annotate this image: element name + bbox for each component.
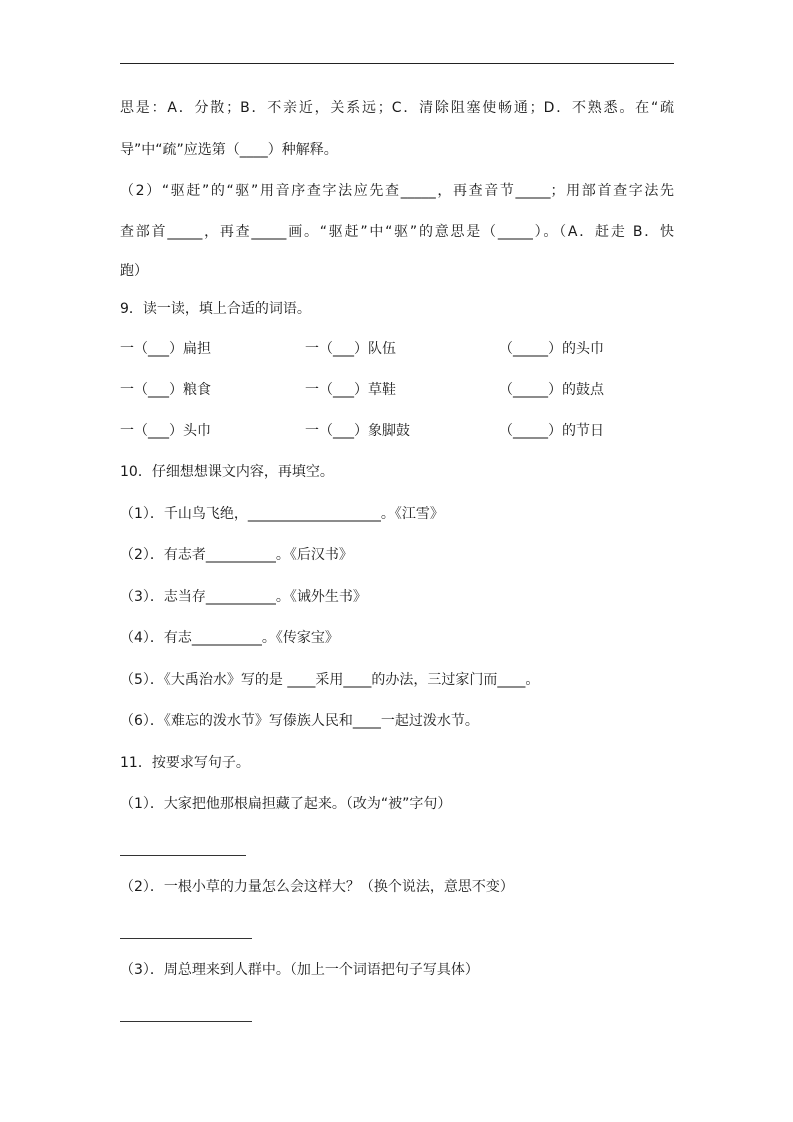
q9-cell: （_____）的鼓点 [499, 382, 604, 398]
q9-cell: 一（___）粮食 [120, 382, 211, 398]
q11-title: 11．按要求写句子。 [120, 755, 250, 771]
q8-2-text-line-1: （2）“驱赶”的“驱”用音序查字法应先查_____，再查音节_____；用部首查字法先 [120, 183, 674, 199]
q10-item-2: （2）．有志者__________。《后汉书》 [120, 547, 353, 563]
q8-1-text-line-1: 思是：A．分散；B．不亲近，关系远；C．清除阻塞使畅通；D．不熟悉。在“疏 [120, 100, 674, 116]
q10-item-5: （5）．《大禹治水》写的是 ____采用____的办法，三过家门而____。 [120, 672, 540, 688]
q10-item-3: （3）．志当存__________。《诫外生书》 [120, 589, 367, 605]
q9-cell: 一（___）草鞋 [305, 382, 396, 398]
q8-2-text-line-2: 查部首_____，再查_____画。“驱赶”中“驱”的意思是（_____）。（A．赶走 B．快 [120, 224, 674, 240]
q11-item-2: （2）．一根小草的力量怎么会这样大？（换个说法，意思不变） [120, 879, 514, 895]
header-rule [120, 63, 674, 64]
q9-cell: （_____）的节日 [499, 423, 604, 439]
q10-title: 10．仔细想想课文内容，再填空。 [120, 464, 334, 480]
q10-item-6: （6）．《难忘的泼水节》写傣族人民和____一起过泼水节。 [120, 713, 479, 729]
q10-item-4: （4）．有志__________。《传家宝》 [120, 630, 339, 646]
q9-cell: 一（___）头巾 [120, 423, 211, 439]
q8-1-text-line-2: 导”中“疏”应选第（____）种解释。 [120, 142, 338, 158]
q9-cell: （_____）的头巾 [499, 341, 604, 357]
q11-item-1: （1）．大家把他那根扁担藏了起来。（改为“被”字句） [120, 796, 452, 812]
answer-line-3 [120, 1021, 252, 1022]
q9-title: 9．读一读，填上合适的词语。 [120, 301, 311, 317]
answer-line-2 [120, 938, 252, 939]
answer-line-1 [120, 855, 246, 856]
q9-cell: 一（___）队伍 [305, 341, 396, 357]
q10-item-1: （1）．千山鸟飞绝，___________________。《江雪》 [120, 506, 444, 522]
q9-cell: 一（___）象脚鼓 [305, 423, 410, 439]
q9-cell: 一（___）扁担 [120, 341, 211, 357]
q11-item-3: （3）．周总理来到人群中。（加上一个词语把句子写具体） [120, 962, 479, 978]
q8-2-text-line-3: 跑） [120, 263, 148, 279]
